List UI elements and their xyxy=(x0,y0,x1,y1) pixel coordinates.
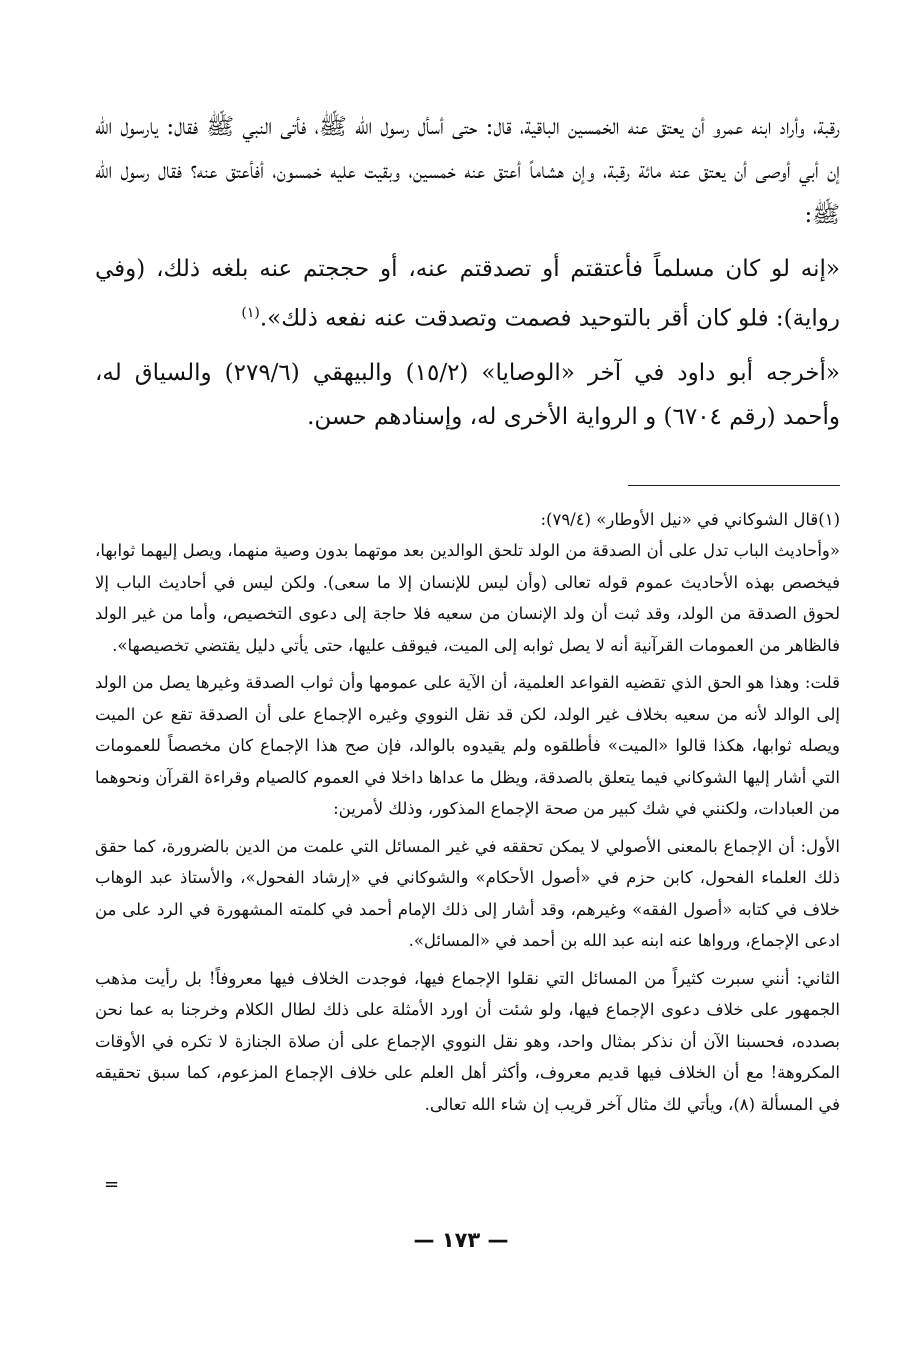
footnote-reason-second: الثاني: أنني سبرت كثيراً من المسائل التي نقلوا الإجماع فيها، فوجدت الخلاف فيها معروفاً! بل رأيت مذهب الجمهور على خلاف دعوى الإجماع فيها، ولو شئت أن اورد الأمثلة على ذلك لطال الكلام وخرجنا به عما نحن بصدده، فحسبنا الآن أن نذكر بمثال واحد، وهو نقل النووي الإجماع على أن صلاة الجنازة لا تكره في الأوقات المكروهة! مع أن الخلاف فيها قديم معروف، وأكثر أهل العلم على خلاف الإجماع المزعوم، كما سبق تحقيقه في المسألة (٨)، ويأتي لك مثال آخر قريب إن شاء الله تعالى. xyxy=(95,968,840,1114)
footnote-quote: «وأحاديث الباب تدل على أن الصدقة من الولد تلحق الوالدين بعد موتهما بدون وصية منهما، ويصل إليهما ثوابها، فيخصص بهذه الأحاديث عموم قوله تعالى (وأن ليس للإنسان إلا ما سعى). ولكن ليس في أحاديث الباب إلا لحوق الصدقة من الولد، وقد ثبت أن ولد الإنسان من سعيه فلا حاجة إلى دعوى التخصيص، وأما من غير الولد فالظاهر من العمومات القرآنية أنه لا يصل ثوابه إلى الميت، فيوقف عليها، حتى يأتي دليل يقتضي تخصيصها». xyxy=(95,541,840,655)
footnote-reason-first: الأول: أن الإجماع بالمعنى الأصولي لا يمكن تحققه في غير المسائل التي علمت من الدين بالضرورة، كما حقق ذلك العلماء الفحول، كابن حزم في «أصول الأحكام» والشوكاني في «إرشاد الفحول»، والأستاذ عبد الوهاب خلاف في كتابه «أصول الفقه» وغيرهم، وقد أشار إلى ذلك الإمام أحمد في كلمته المشهورة في الرد على من ادعى الإجماع، ورواها عنه ابنه عبد الله بن أحمد في «المسائل». xyxy=(95,836,840,951)
footnote-section xyxy=(95,504,840,1121)
hadith-text: «إنه لو كان مسلماً فأعتقتم أو تصدقتم عنه، أو حججتم عنه بلغه ذلك، (وفي رواية): فلو كان أقر بالتوحيد فصمت وتصدقت عنه نفعه ذلك». xyxy=(95,256,840,332)
main-text xyxy=(95,105,840,439)
main-paragraph: رقبة، وأراد ابنه عمرو أن يعتق عنه الخمسين الباقية، قال: حتى أسأل رسول الله ﷺ، فأتى النبي ﷺ فقال: يارسول الله إن أبي أوصى أن يعتق عنه مائة رقبة، وإن هشاماً أعتق عنه خمسين، وبقيت عليه خمسون، أفأعتق عنه؟ فقال رسول الله ﷺ: xyxy=(95,114,840,228)
page-number: — ١٧٣ — xyxy=(413,1228,509,1252)
footnote-heading: (١)قال الشوكاني في «نيل الأوطار» (٧٩/٤): xyxy=(540,509,840,529)
footnote-comment: قلت: وهذا هو الحق الذي تقضيه القواعد العلمية، أن الآية على عمومها وأن ثواب الصدقة وغيرها يصل من الولد إلى الوالد لأنه من سعيه بخلاف غير الولد، لكن قد نقل النووي وغيره الإجماع على أن الصدقة تقع عن الميت ويصله ثوابها، هكذا قالوا «الميت» فأطلقوه ولم يقيدوه بالوالد، فإن صح هذا الإجماع كان مخصصاً للعمومات التي أشار إليها الشوكاني فيما يتعلق بالصدقة، ويظل ما عداها داخلا في العموم كالصيام وقراءة القرآن ونحوهما من العبادات، ولكنني في شك كبير من صحة الإجماع المذكور، وذلك لأمرين: xyxy=(95,673,840,819)
page-body xyxy=(95,105,840,1120)
main-paragraph-quote xyxy=(95,247,840,341)
footnote-divider xyxy=(628,485,840,486)
footnote-ref: (١) xyxy=(241,305,260,321)
main-paragraph-source: «أخرجه أبو داود في آخر «الوصايا» (١٥/٢) والبيهقي (٢٧٩/٦) والسياق له، وأحمد (رقم ٦٧٠٤) و الرواية الأخرى له، وإسنادهم حسن. xyxy=(95,359,840,430)
continuation-mark: = xyxy=(104,1174,120,1195)
